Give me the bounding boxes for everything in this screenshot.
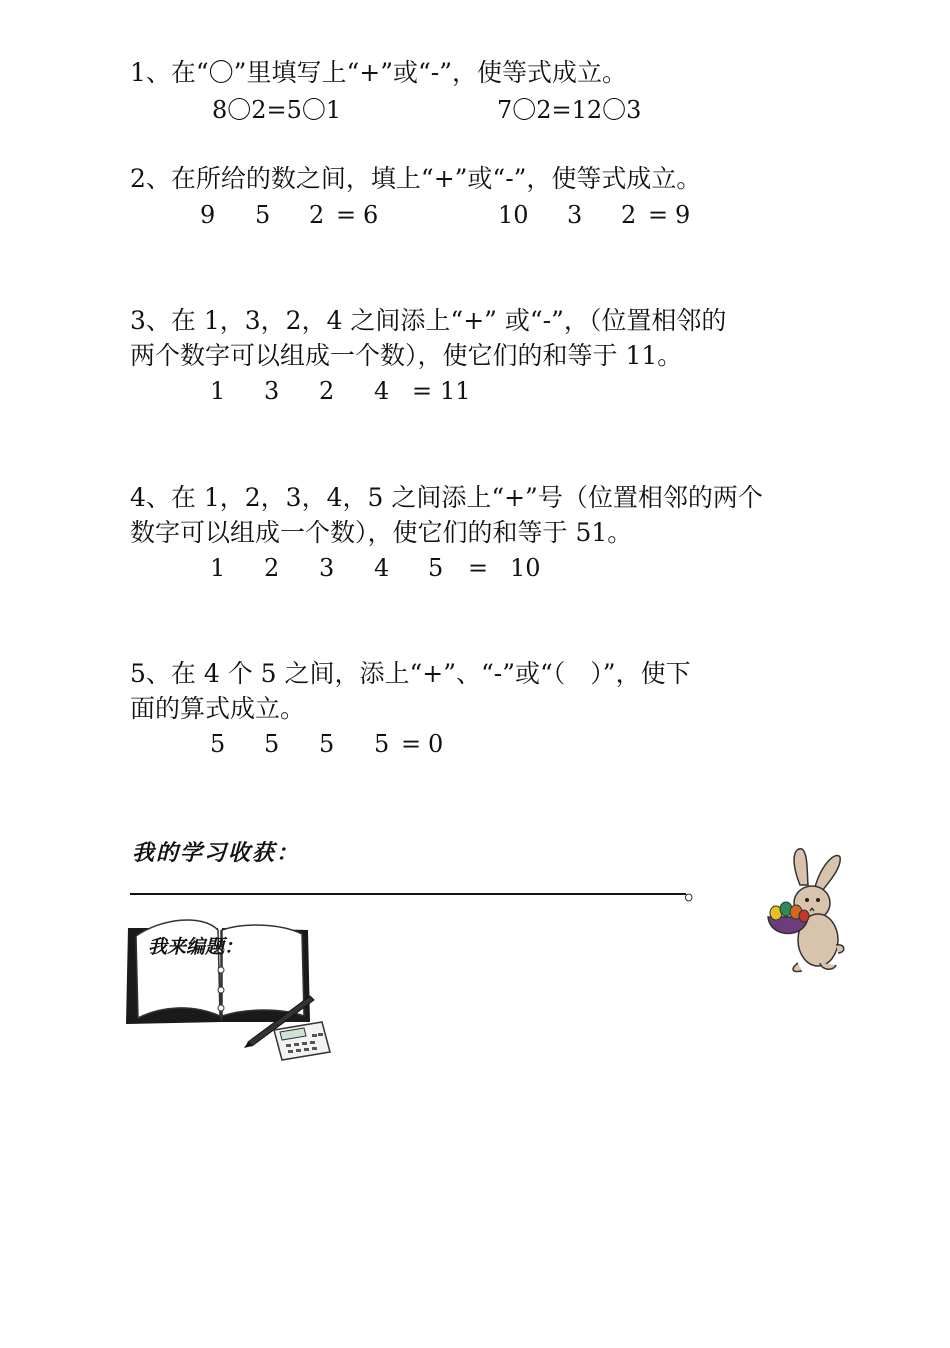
eq-token: 2 <box>264 554 280 582</box>
harvest-label: 我的学习收获： <box>132 841 301 866</box>
notebook-label: 我来编题： <box>148 936 244 958</box>
eq-token: 2 <box>309 201 325 229</box>
eq-token: 9 <box>675 201 691 229</box>
eq-token: 2 <box>319 377 335 405</box>
question-2-text: 2、在所给的数之间，填上“+”或“-”，使等式成立。 <box>130 164 702 193</box>
question-5-text-line-1: 5、在 4 个 5 之间，添上“+”、“-”或“（ ）”，使下 <box>130 659 691 688</box>
eq-token: 4 <box>374 554 390 582</box>
eq-token: 3 <box>567 201 583 229</box>
eq-token: 5 <box>210 730 226 758</box>
eq-token: = <box>468 554 489 582</box>
question-2-equation-b <box>0 200 950 230</box>
question-4-equation <box>0 553 950 583</box>
question-5-text-line-2: 面的算式成立。 <box>130 694 306 723</box>
eq-token: 10 <box>498 201 529 229</box>
eq-token: = <box>336 201 357 229</box>
eq-token: 10 <box>510 554 541 582</box>
eq-token: 11 <box>440 377 471 405</box>
harvest-end-mark: 。 <box>684 876 711 906</box>
eq-token: = <box>412 377 433 405</box>
eq-token: 5 <box>264 730 280 758</box>
rabbit-icon <box>760 845 850 975</box>
question-3-equation <box>0 376 950 406</box>
eq-token: = <box>401 730 422 758</box>
question-1-text: 1、在“〇”里填写上“+”或“-”，使等式成立。 <box>130 58 627 87</box>
question-4-text-line-1: 4、在 1，2，3，4，5 之间添上“+”号（位置相邻的两个 <box>130 483 763 512</box>
question-3-text-line-1: 3、在 1，3，2，4 之间添上“+” 或“-”，（位置相邻的 <box>130 306 727 335</box>
eq-token: 5 <box>319 730 335 758</box>
pen-and-calculator <box>238 990 338 1065</box>
eq-token: 2 <box>621 201 637 229</box>
question-4-text-line-2: 数字可以组成一个数），使它们的和等于 51。 <box>130 518 633 547</box>
question-5-equation <box>0 729 950 759</box>
question-3-text-line-2: 两个数字可以组成一个数），使它们的和等于 11。 <box>130 341 683 370</box>
question-1-equation-a: 8〇2=5〇1 <box>212 96 342 124</box>
eq-token: 3 <box>319 554 335 582</box>
calculator-icon <box>274 1022 330 1060</box>
eq-token: 4 <box>374 377 390 405</box>
question-1-equation-b: 7〇2=12〇3 <box>497 96 642 124</box>
eq-token: 6 <box>363 201 379 229</box>
eq-token: 5 <box>428 554 444 582</box>
eq-token: 0 <box>428 730 444 758</box>
eq-token: 5 <box>255 201 271 229</box>
harvest-answer-line[interactable] <box>130 893 686 895</box>
eq-token: 9 <box>200 201 216 229</box>
eq-token: 1 <box>210 377 226 405</box>
eq-token: 3 <box>264 377 280 405</box>
eq-token: = <box>648 201 669 229</box>
eq-token: 5 <box>374 730 390 758</box>
eq-token: 1 <box>210 554 226 582</box>
